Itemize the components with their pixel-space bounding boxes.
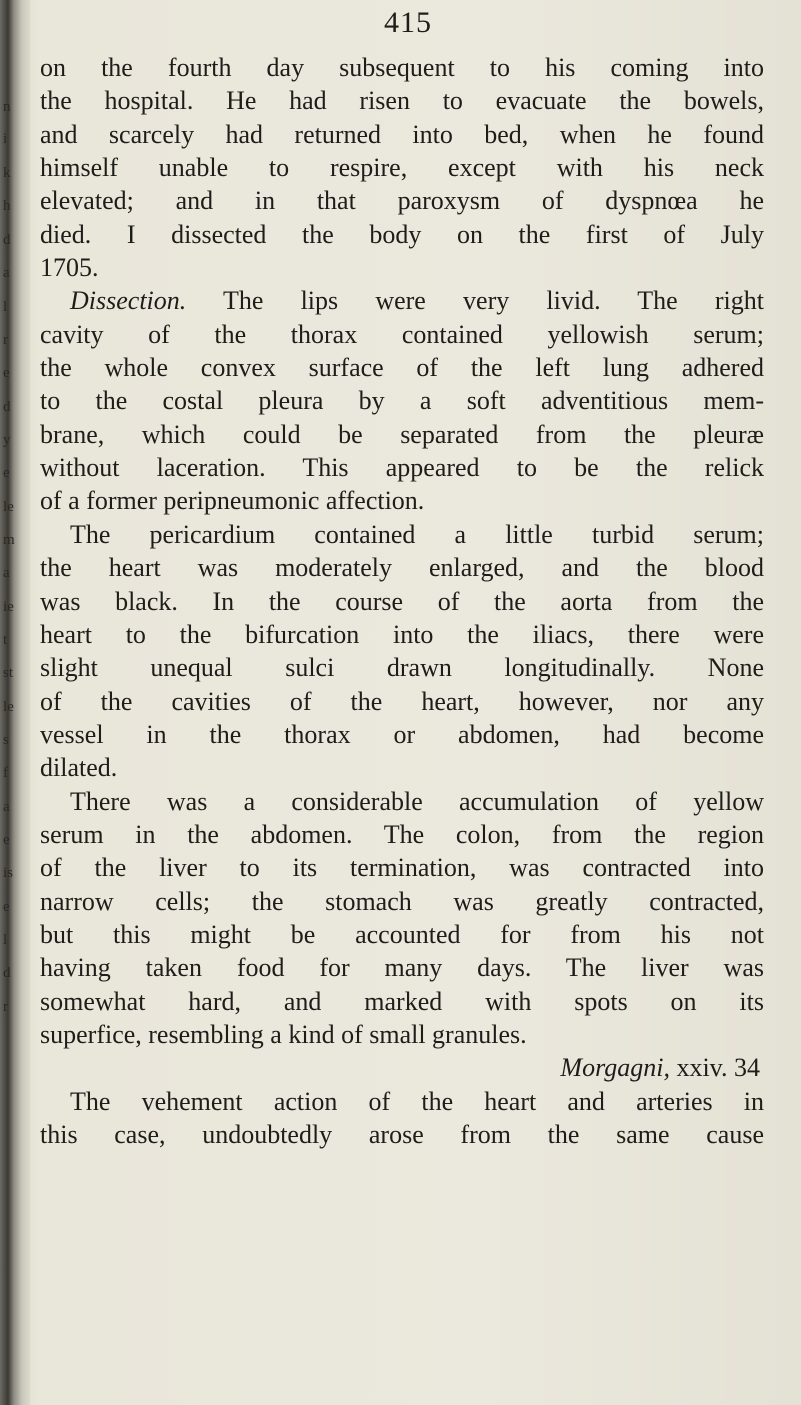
text-line: brane, which could be separated from the pleuræ bbox=[40, 419, 764, 449]
citation-reference: xxiv. 34 bbox=[676, 1053, 760, 1083]
text-line: of the liver to its termination, was contracted into bbox=[40, 853, 764, 883]
text-line: to the costal pleura by a soft adventitious mem- bbox=[40, 386, 764, 416]
text-line: vessel in the thorax or abdomen, had become bbox=[40, 719, 764, 749]
text-line: elevated; and in that paroxysm of dyspnœa he bbox=[40, 186, 764, 216]
text-line: himself unable to respire, except with his neck bbox=[40, 153, 764, 183]
gutter-fragment: k bbox=[3, 165, 11, 181]
gutter-fragment: is bbox=[3, 865, 14, 881]
binding-gutter bbox=[0, 0, 30, 1405]
text-line: the hospital. He had risen to evacuate the bowels, bbox=[40, 86, 764, 116]
text-line: the whole convex surface of the left lung adhered bbox=[40, 353, 764, 383]
text-line: without laceration. This appeared to be the relick bbox=[40, 453, 764, 483]
gutter-fragment: st bbox=[3, 665, 14, 681]
gutter-fragment: m bbox=[3, 532, 15, 548]
citation-line bbox=[40, 1051, 764, 1084]
citation-author: Morgagni, bbox=[560, 1053, 670, 1083]
gutter-fragment: d bbox=[3, 399, 11, 415]
gutter-fragment: l bbox=[3, 299, 8, 315]
gutter-fragment: s bbox=[3, 732, 9, 748]
gutter-fragment: i bbox=[3, 131, 8, 147]
text-line: There was a considerable accumulation of yellow bbox=[70, 786, 764, 816]
gutter-fragment: ie bbox=[3, 599, 14, 615]
text-line: The pericardium contained a little turbid serum; bbox=[70, 519, 764, 549]
gutter-fragment: f bbox=[3, 765, 8, 781]
dissection-paragraph-line bbox=[40, 284, 764, 317]
gutter-fragment: h bbox=[3, 198, 11, 214]
gutter-fragment: le bbox=[3, 699, 14, 715]
text-line-continuation: The lips were very livid. The right bbox=[222, 286, 764, 316]
gutter-fragment: a bbox=[3, 799, 10, 815]
gutter-fragment: r bbox=[3, 332, 8, 348]
text-line: slight unequal sulci drawn longitudinally. None bbox=[40, 653, 764, 683]
text-line: this case, undoubtedly arose from the same cause bbox=[40, 1120, 764, 1149]
text-line: narrow cells; the stomach was greatly contracted, bbox=[40, 886, 764, 916]
gutter-fragment: n bbox=[3, 99, 11, 115]
text-line: heart to the bifurcation into the iliacs, there were bbox=[40, 619, 764, 649]
text-line: 1705. bbox=[40, 253, 99, 283]
dissection-heading: Dissection. bbox=[70, 286, 187, 316]
page-number: 415 bbox=[384, 6, 432, 39]
text-line: and scarcely had returned into bed, when he found bbox=[40, 119, 764, 149]
gutter-fragment: a bbox=[3, 565, 10, 581]
gutter-fragment: t bbox=[3, 632, 8, 648]
gutter-fragment: d bbox=[3, 965, 11, 981]
text-line: dilated. bbox=[40, 753, 118, 783]
gutter-fragment: e bbox=[3, 365, 10, 381]
text-line: of a former peripneumonic affection. bbox=[40, 486, 425, 516]
gutter-fragment: a bbox=[3, 265, 10, 281]
gutter-fragment: e bbox=[3, 465, 10, 481]
gutter-fragment: y bbox=[3, 432, 11, 448]
gutter-fragment: le bbox=[3, 499, 14, 515]
text-line: on the fourth day subsequent to his coming into bbox=[40, 53, 764, 82]
text-line: the heart was moderately enlarged, and the blood bbox=[40, 553, 764, 583]
text-line: but this might be accounted for from his not bbox=[40, 919, 764, 949]
gutter-fragment: e bbox=[3, 832, 10, 848]
text-line: The vehement action of the heart and arteries in bbox=[70, 1086, 764, 1116]
gutter-fragment: e bbox=[3, 899, 10, 915]
gutter-fragment: l bbox=[3, 932, 8, 948]
text-line: superfice, resembling a kind of small granules. bbox=[40, 1019, 527, 1049]
text-line: serum in the abdomen. The colon, from the region bbox=[40, 819, 764, 849]
text-line: died. I dissected the body on the first of July bbox=[40, 219, 764, 249]
text-line: cavity of the thorax contained yellowish serum; bbox=[40, 319, 764, 349]
text-line: somewhat hard, and marked with spots on its bbox=[40, 986, 764, 1016]
text-line: was black. In the course of the aorta from the bbox=[40, 586, 764, 616]
gutter-fragment: d bbox=[3, 232, 11, 248]
body-text bbox=[40, 51, 764, 1151]
text-line: having taken food for many days. The liver was bbox=[40, 953, 764, 983]
text-line: of the cavities of the heart, however, nor any bbox=[40, 686, 764, 716]
gutter-fragment: r bbox=[3, 999, 8, 1015]
